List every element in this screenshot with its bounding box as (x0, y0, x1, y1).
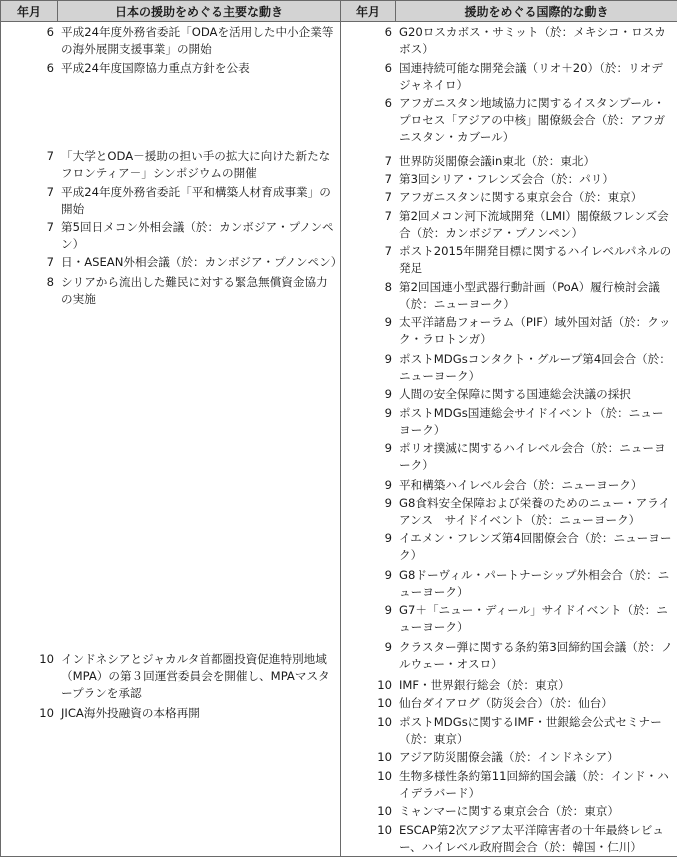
intl-event (396, 677, 677, 695)
event-month: 10 (377, 822, 392, 839)
intl-event (396, 279, 677, 314)
event-text: 平和構築ハイレベル会合（於：ニューヨーク） (399, 477, 677, 494)
event-text: アジア防災閣僚会議（於：インドネシア） (399, 749, 677, 766)
event-text: 第2回国連小型武器行動計画（PoA）履行検討会議（於：ニューヨーク） (399, 279, 677, 313)
event-month: 8 (47, 274, 54, 291)
japan-event (58, 148, 340, 184)
event-text: ポスト2015年開発目標に関するハイレベルパネルの発足 (399, 243, 677, 277)
event-text: 国連持続可能な開発会議（リオ＋20）（於：リオデジャネイロ） (399, 60, 677, 94)
event-month: 10 (377, 695, 392, 712)
event-month: 7 (47, 219, 54, 236)
event-month: 6 (47, 60, 54, 77)
event-month: 9 (385, 314, 392, 331)
event-month: 7 (385, 171, 392, 188)
header-row (1, 1, 677, 22)
event-text: G8ドーヴィル・パートナーシップ外相会合（於：ニューヨーク） (399, 567, 677, 601)
event-text: イエメン・フレンズ第4回閣僚会合（於：ニューヨーク） (399, 530, 677, 564)
intl-event (396, 639, 677, 674)
event-text: アフガニスタン地域協力に関するイスタンブール・プロセス「アジアの中核」閣僚級会合（於：アフガニスタン・カブール） (399, 95, 677, 146)
intl-event (396, 208, 677, 243)
event-text: 「大学とODA－援助の担い手の拡大に向けた新たなフロンティア－」シンポジウムの開催 (61, 148, 340, 182)
event-month: 6 (47, 24, 54, 41)
event-month: 9 (385, 477, 392, 494)
event-text: ポリオ撲滅に関するハイレベル会合（於：ニューヨーク） (399, 440, 677, 474)
event-month: 7 (385, 189, 392, 206)
intl-event (396, 602, 677, 639)
event-text: 人間の安全保障に関する国連総会決議の採択 (399, 386, 677, 403)
event-text: アフガニスタンに関する東京会合（於：東京） (399, 189, 677, 206)
intl-event (396, 567, 677, 602)
intl-event (396, 351, 677, 386)
event-month: 10 (39, 705, 54, 722)
japan-event (58, 274, 340, 308)
event-text: ポストMDGs国連総会サイドイベント（於：ニューヨーク） (399, 405, 677, 439)
intl-event (396, 243, 677, 279)
event-text: 日・ASEAN外相会議（於：カンボジア・プノンペン） (61, 254, 340, 271)
intl-event (396, 386, 677, 405)
event-month: 9 (385, 440, 392, 457)
event-month: 10 (377, 677, 392, 694)
event-month: 6 (385, 24, 392, 41)
event-month: 9 (385, 602, 392, 619)
event-text: インドネシアとジャカルタ首都圏投資促進特別地域（MPA）の第３回運営委員会を開催し、MPAマスタープランを承認 (61, 651, 340, 702)
event-month: 7 (47, 184, 54, 201)
intl-event (396, 477, 677, 495)
intl-event (396, 405, 677, 440)
event-text: G20ロスカボス・サミット（於：メキシコ・ロスカボス） (399, 24, 677, 58)
event-month: 7 (385, 153, 392, 170)
event-text: 第3回シリア・フレンズ会合（於：パリ） (399, 171, 677, 188)
event-text: シリアから流出した難民に対する緊急無償資金協力の実施 (61, 274, 340, 308)
event-month: 9 (385, 639, 392, 656)
event-text: 平成24年度外務省委託「ODAを活用した中小企業等の海外展開支援事業」の開始 (61, 24, 340, 58)
intl-event (396, 171, 677, 189)
intl-event (396, 314, 677, 351)
intl-event (396, 24, 677, 60)
event-month: 9 (385, 351, 392, 368)
event-month: 7 (385, 208, 392, 225)
intl-event (396, 803, 677, 822)
event-text: G7＋「ニュー・ディール」サイドイベント（於：ニューヨーク） (399, 602, 677, 636)
event-month: 9 (385, 386, 392, 403)
intl-event (396, 530, 677, 567)
event-text: ポストMDGsコンタクト・グループ第4回会合（於：ニューヨーク） (399, 351, 677, 385)
intl-event (396, 153, 677, 171)
event-text: 生物多様性条約第11回締約国会議（於：インド・ハイデラバード） (399, 768, 677, 802)
event-text: 仙台ダイアログ（防災会合）（於：仙台） (399, 695, 677, 712)
event-text: ESCAP第2次アジア太平洋障害者の十年最終レビュー、ハイレベル政府間会合（於：韓国・仁川） (399, 822, 677, 856)
event-month: 6 (385, 60, 392, 77)
event-month: 6 (385, 95, 392, 112)
intl-event (396, 714, 677, 749)
event-month: 9 (385, 495, 392, 512)
event-month: 9 (385, 567, 392, 584)
event-month: 10 (377, 803, 392, 820)
event-month: 7 (47, 148, 54, 165)
event-text: 第2回メコン河下流域開発（LMI）閣僚級フレンズ会合（於：カンボジア・プノンペン） (399, 208, 677, 242)
event-text: 世界防災閣僚会議in東北（於：東北） (399, 153, 677, 170)
event-text: 平成24年度国際協力重点方針を公表 (61, 60, 340, 77)
japan-event (58, 705, 340, 722)
intl-event (396, 189, 677, 208)
body-row (1, 22, 677, 857)
event-text: ポストMDGsに関するIMF・世銀総会公式セミナー（於：東京） (399, 714, 677, 748)
event-text: JICA海外投融資の本格再開 (61, 705, 340, 722)
intl-event (396, 822, 677, 856)
intl-event (396, 495, 677, 530)
event-month: 9 (385, 530, 392, 547)
intl-events-cell (341, 22, 677, 857)
japan-events-list (58, 22, 340, 722)
japan-event (58, 60, 340, 77)
event-text: 第5回日メコン外相会議（於：カンボジア・プノンペン） (61, 219, 340, 253)
header-month-left: 年月 (1, 1, 58, 22)
japan-event (58, 24, 340, 60)
japan-event (58, 254, 340, 274)
event-text: ミャンマーに関する東京会合（於：東京） (399, 803, 677, 820)
event-text: クラスター弾に関する条約第3回締約国会議（於：ノルウェー・オスロ） (399, 639, 677, 673)
event-month: 10 (39, 651, 54, 668)
event-text: IMF・世界銀行総会（於：東京） (399, 677, 677, 694)
event-text: 太平洋諸島フォーラム（PIF）域外国対話（於：クック・ラロトンガ） (399, 314, 677, 348)
event-month: 7 (385, 243, 392, 260)
intl-event (396, 440, 677, 477)
japan-event (58, 184, 340, 219)
header-month-right: 年月 (341, 1, 396, 22)
event-month: 8 (385, 279, 392, 296)
event-text: 平成24年度外務省委託「平和構築人材育成事業」の開始 (61, 184, 340, 218)
japan-event (58, 219, 340, 254)
event-month: 7 (47, 254, 54, 271)
intl-event (396, 768, 677, 803)
event-month: 10 (377, 749, 392, 766)
intl-events-list (396, 22, 677, 856)
header-international-movements: 援助をめぐる国際的な動き (396, 1, 677, 22)
japan-events-cell (1, 22, 341, 857)
intl-event (396, 749, 677, 768)
intl-event (396, 695, 677, 714)
intl-event (396, 60, 677, 95)
header-japan-movements: 日本の援助をめぐる主要な動き (58, 1, 341, 22)
event-month: 10 (377, 768, 392, 785)
intl-event (396, 95, 677, 148)
japan-event (58, 651, 340, 705)
event-text: G8食料安全保障および栄養のためのニュー・アライアンス サイドイベント（於：ニューヨーク） (399, 495, 677, 529)
event-month: 9 (385, 405, 392, 422)
event-month: 10 (377, 714, 392, 731)
